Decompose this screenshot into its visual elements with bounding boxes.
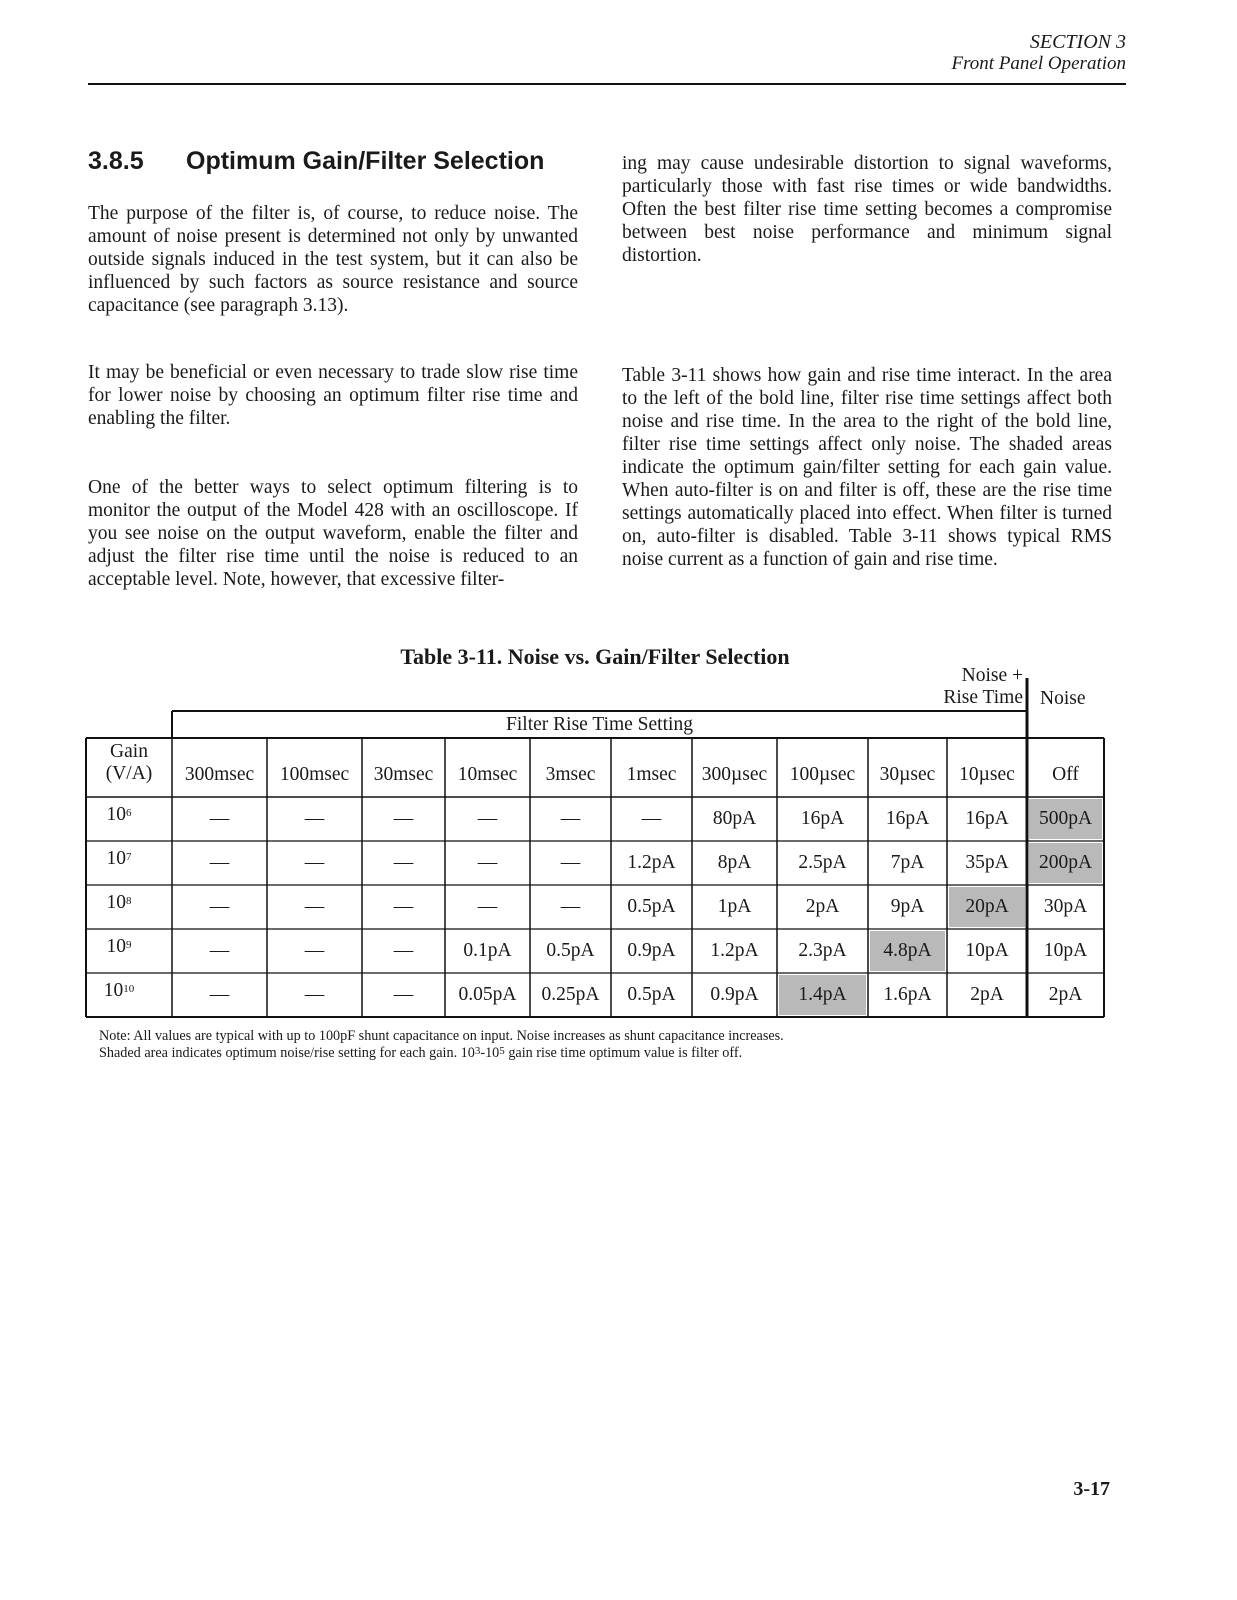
table-cell: — bbox=[393, 984, 414, 1005]
shaded-table-cell: 1.4pA bbox=[798, 984, 847, 1005]
paragraph-distortion: ing may cause undesirable distortion to signal waveforms, particularly those with fast rise times or wide bandwidths. Often the best filter rise time setting becomes a compromise between best noise performance and minimum signal distortion. bbox=[622, 153, 1112, 266]
table-cell: — bbox=[393, 852, 414, 873]
heading-title: Optimum Gain/Filter Selection bbox=[186, 147, 545, 175]
paragraph-purpose: The purpose of the filter is, of course, to reduce noise. The amount of noise present is determined not only by unwanted outside signals induced in the test system, but it can also be influenced by such factors as source resistance and source capacitance (see paragraph 3.13). bbox=[88, 203, 578, 316]
table-cell: 0.05pA bbox=[458, 984, 517, 1005]
noise-only-label: Noise bbox=[1040, 688, 1086, 709]
table-cell: — bbox=[304, 852, 325, 873]
gain-exponent: 10 bbox=[123, 983, 135, 995]
gain-value bbox=[86, 848, 152, 870]
section-subtitle: Front Panel Operation bbox=[951, 53, 1126, 74]
table-cell: — bbox=[560, 896, 581, 917]
table-cell: — bbox=[477, 896, 498, 917]
filter-group-header: Filter Rise Time Setting bbox=[506, 714, 693, 735]
column-header: 300msec bbox=[184, 764, 255, 785]
table-cell: 8pA bbox=[717, 852, 752, 873]
note-line-2a: Shaded area indicates optimum noise/rise setting for each gain. 10 bbox=[99, 1045, 475, 1061]
shaded-table-cell: 4.8pA bbox=[883, 940, 932, 961]
table-cell: 1.2pA bbox=[627, 852, 676, 873]
note-line-2c: gain rise time optimum value is filter off. bbox=[504, 1045, 743, 1061]
table-cell: 16pA bbox=[885, 808, 930, 829]
gain-base: 10 bbox=[106, 936, 126, 957]
table-cell: — bbox=[641, 808, 662, 829]
table-cell: — bbox=[304, 808, 325, 829]
column-header: 1msec bbox=[626, 764, 677, 785]
table-cell: 0.9pA bbox=[710, 984, 759, 1005]
column-header: 3msec bbox=[545, 764, 596, 785]
paragraph-table-description: Table 3-11 shows how gain and rise time interact. In the area to the left of the bold line, filter rise time settings affect both noise and rise time. In the area to the right of the bold line, filter rise time settings affect only noise. The shaded areas indicate the optimum gain/filter setting for each gain value. When auto-filter is on and filter is off, these are the rise time settings automatically placed into effect. When filter is turned on, auto-filter is disabled. Table 3-11 shows typical RMS noise current as a function of gain and rise time. bbox=[622, 365, 1112, 570]
table-cell: — bbox=[393, 940, 414, 961]
gain-base: 10 bbox=[103, 980, 124, 1001]
table-cell: — bbox=[209, 984, 230, 1005]
table-cell: 0.5pA bbox=[546, 940, 595, 961]
gain-value bbox=[86, 936, 152, 958]
column-header: 300µsec bbox=[701, 764, 768, 785]
table-cell: 0.5pA bbox=[627, 896, 676, 917]
column-header: 30msec bbox=[373, 764, 434, 785]
gain-header-line2: (V/A) bbox=[105, 763, 153, 784]
gain-base: 10 bbox=[106, 804, 126, 825]
column-header: 100msec bbox=[279, 764, 350, 785]
shaded-table-cell: 20pA bbox=[965, 896, 1009, 917]
column-header: 30µsec bbox=[879, 764, 936, 785]
table-cell: — bbox=[304, 940, 325, 961]
gain-value bbox=[86, 892, 152, 914]
note-line-1: Note: All values are typical with up to 100pF shunt capacitance on input. Noise increases as shunt capacitance increases. bbox=[99, 1028, 784, 1044]
gain-exponent: 9 bbox=[126, 939, 132, 951]
table-cell: 9pA bbox=[890, 896, 925, 917]
table-cell: 1.6pA bbox=[883, 984, 932, 1005]
table-cell: — bbox=[209, 808, 230, 829]
gain-exponent: 6 bbox=[126, 807, 132, 819]
paragraph-tradeoff: It may be beneficial or even necessary to trade slow rise time for lower noise by choosing an optimum filter rise time and enabling the filter. bbox=[88, 362, 578, 429]
table-cell: — bbox=[209, 896, 230, 917]
gain-header-line1: Gain bbox=[110, 741, 148, 762]
table-cell: 2pA bbox=[805, 896, 840, 917]
shaded-table-cell: 200pA bbox=[1038, 852, 1093, 873]
table-cell: 1pA bbox=[717, 896, 752, 917]
column-header: Off bbox=[1052, 764, 1079, 785]
gain-value bbox=[86, 804, 152, 826]
table-cell: 0.1pA bbox=[463, 940, 512, 961]
table-cell: — bbox=[209, 940, 230, 961]
noise-rise-label-line1: Noise + bbox=[961, 665, 1023, 686]
note-sup-1: 3 bbox=[474, 1045, 481, 1057]
table-cell: 0.25pA bbox=[541, 984, 600, 1005]
table-cell: — bbox=[560, 852, 581, 873]
gain-base: 10 bbox=[106, 848, 126, 869]
gain-exponent: 8 bbox=[126, 895, 132, 907]
table-cell: — bbox=[477, 852, 498, 873]
table-cell: — bbox=[393, 896, 414, 917]
gain-value bbox=[86, 980, 152, 1002]
column-header: 10µsec bbox=[959, 764, 1015, 785]
note-line-2b: -10 bbox=[480, 1045, 500, 1061]
table-cell: 16pA bbox=[965, 808, 1009, 829]
gain-exponent: 7 bbox=[126, 851, 132, 863]
table-cell: — bbox=[209, 852, 230, 873]
gain-base: 10 bbox=[106, 892, 126, 913]
table-cell: 35pA bbox=[965, 852, 1009, 873]
page-number: 3-17 bbox=[1073, 1478, 1110, 1500]
note-sup-2: 5 bbox=[499, 1045, 505, 1057]
table-cell: 10pA bbox=[965, 940, 1009, 961]
table-cell: — bbox=[304, 984, 325, 1005]
table-cell: 16pA bbox=[800, 808, 845, 829]
note-line-2 bbox=[99, 1045, 784, 1062]
table-cell: 2pA bbox=[1048, 984, 1083, 1005]
table-cell: 2pA bbox=[970, 984, 1004, 1005]
table-cell: 1.2pA bbox=[710, 940, 759, 961]
table-cell: — bbox=[393, 808, 414, 829]
table-cell: — bbox=[477, 808, 498, 829]
table-note bbox=[99, 1028, 784, 1062]
section-label: SECTION 3 bbox=[1029, 31, 1126, 53]
table-cell: 30pA bbox=[1043, 896, 1088, 917]
table-cell: 0.9pA bbox=[627, 940, 676, 961]
heading-number: 3.8.5 bbox=[88, 147, 144, 175]
table-cell: 2.5pA bbox=[798, 852, 847, 873]
table-cell: 10pA bbox=[1043, 940, 1088, 961]
table-cell: 7pA bbox=[890, 852, 925, 873]
table-cell: 80pA bbox=[712, 808, 757, 829]
table-cell: — bbox=[304, 896, 325, 917]
table-cell: 0.5pA bbox=[627, 984, 676, 1005]
paragraph-oscilloscope: One of the better ways to select optimum filtering is to monitor the output of the Model 428 with an oscilloscope. If you see noise on the output waveform, enable the filter and adjust the filter rise time until the noise is reduced to an acceptable level. Note, however, that excessive filter- bbox=[88, 477, 578, 590]
table-cell: — bbox=[560, 808, 581, 829]
column-header: 100µsec bbox=[789, 764, 856, 785]
noise-rise-label-line2: Rise Time bbox=[943, 687, 1023, 708]
table-cell: 2.3pA bbox=[798, 940, 847, 961]
shaded-table-cell: 500pA bbox=[1038, 808, 1093, 829]
column-header: 10msec bbox=[457, 764, 518, 785]
table-caption: Table 3-11. Noise vs. Gain/Filter Selection bbox=[400, 644, 790, 669]
